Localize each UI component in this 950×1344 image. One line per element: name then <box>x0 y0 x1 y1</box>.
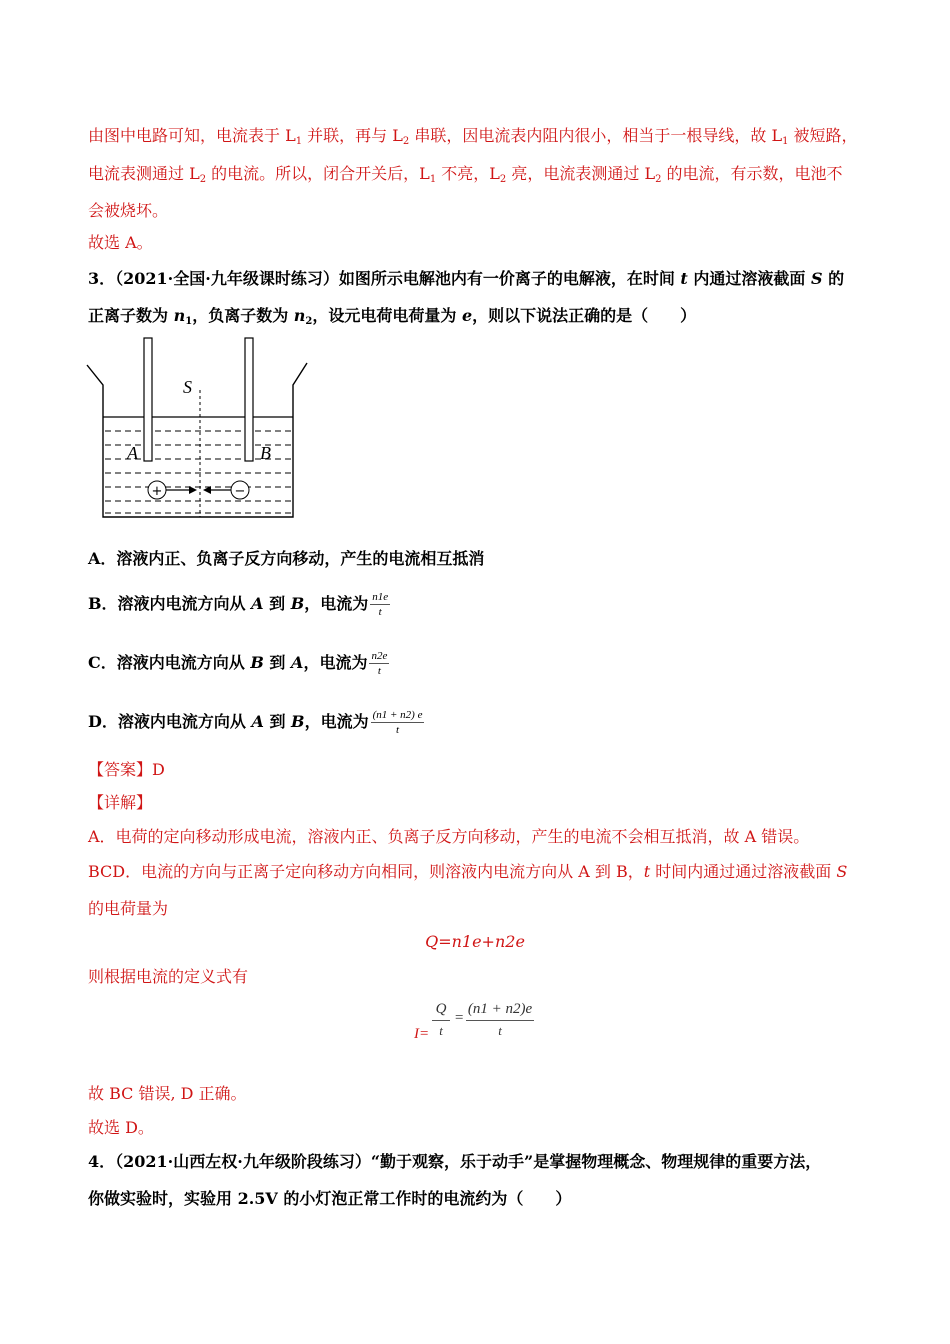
question-4-stem-line-1: 4．（2021·山西左权·九年级阶段练习）“勤于观察，乐于动手”是掌握物理概念、物理规律的重要方法， <box>88 1152 822 1171</box>
option-c-fraction: $\frac{n2e}{t}$ <box>371 650 388 677</box>
label-a: A <box>127 443 138 463</box>
definition-text: 则根据电流的定义式有 <box>88 967 249 986</box>
option-b-fraction: $\frac{n1e}{t}$ <box>372 591 389 618</box>
answer: 【答案】D <box>88 760 165 779</box>
detail-label: 【详解】 <box>88 793 153 812</box>
formula-n-fraction: (n1 + n2)e t <box>466 998 534 1041</box>
formula-q-fraction: Q t <box>432 998 450 1041</box>
detail-bcd-line-1: BCD．电流的方向与正离子定向移动方向相同，则溶液内电流方向从 A 到 B，t 时间内通过通过溶液截面 S <box>88 862 848 881</box>
conclusion: 故 BC 错误, D 正确。 <box>88 1084 247 1103</box>
electrode-b <box>245 338 253 461</box>
question-3-stem-line-1: 3．（2021·全国·九年级课时练习）如图所示电解池内有一价离子的电解液，在时间 t 内通过溶液截面 S 的 <box>88 269 845 288</box>
formula-equals: = <box>454 1010 465 1026</box>
electrode-a <box>144 338 152 461</box>
label-b: B <box>260 443 271 463</box>
label-s: S <box>183 377 192 397</box>
detail-a: A．电荷的定向移动形成电流，溶液内正、负离子反方向移动，产生的电流不会相互抵消，故 A 错误。 <box>88 827 810 846</box>
option-b[interactable]: B．溶液内电流方向从 A 到 B，电流为 $\frac{n1e}{t}$ <box>88 591 389 618</box>
tank-outline <box>87 363 307 517</box>
choice: 故选 D。 <box>88 1118 154 1137</box>
option-c[interactable]: C．溶液内电流方向从 B 到 A，电流为 $\frac{n2e}{t}$ <box>88 650 388 677</box>
analysis-line-3: 会被烧坏。 <box>88 201 169 220</box>
option-a[interactable]: A．溶液内正、负离子反方向移动，产生的电流相互抵消 <box>88 549 485 568</box>
option-d-fraction: $\frac{(n1 + n2) e}{t}$ <box>372 709 423 736</box>
negative-ion-sign: − <box>234 484 246 499</box>
electrolytic-cell-diagram <box>85 335 315 525</box>
analysis-line-2: 电流表测通过 $L_2$ 的电流。所以，闭合开关后，$L_1$ 不亮，$L_2$ 亮，电流表测通过 $L_2$ 的电流，有示数，电池不 <box>88 164 843 185</box>
positive-ion-sign: + <box>151 484 163 499</box>
analysis-choice: 故选 A。 <box>88 233 153 252</box>
question-3-stem-line-2: 正离子数为 $n_1$，负离子数为 $n_2$，设元电荷电荷量为 e，则以下说法正确的是（ ） <box>88 306 697 327</box>
analysis-line-1: 由图中电路可知，电流表于 $L_1$ 并联，再与 $L_2$ 串联，因电流表内阻内很小，相当于一根导线，故 $L_1$ 被短路， <box>88 126 858 147</box>
detail-bcd-line-2: 的电荷量为 <box>88 899 169 918</box>
formula-i-left: I= <box>414 1026 430 1042</box>
question-4-stem-line-2: 你做实验时，实验用 2.5V 的小灯泡正常工作时的电流约为（ ） <box>88 1189 572 1208</box>
option-d[interactable]: D．溶液内电流方向从 A 到 B，电流为 $\frac{(n1 + n2) e}{t}$ <box>88 709 423 736</box>
formula-q: Q=n1e+n2e <box>425 932 525 951</box>
